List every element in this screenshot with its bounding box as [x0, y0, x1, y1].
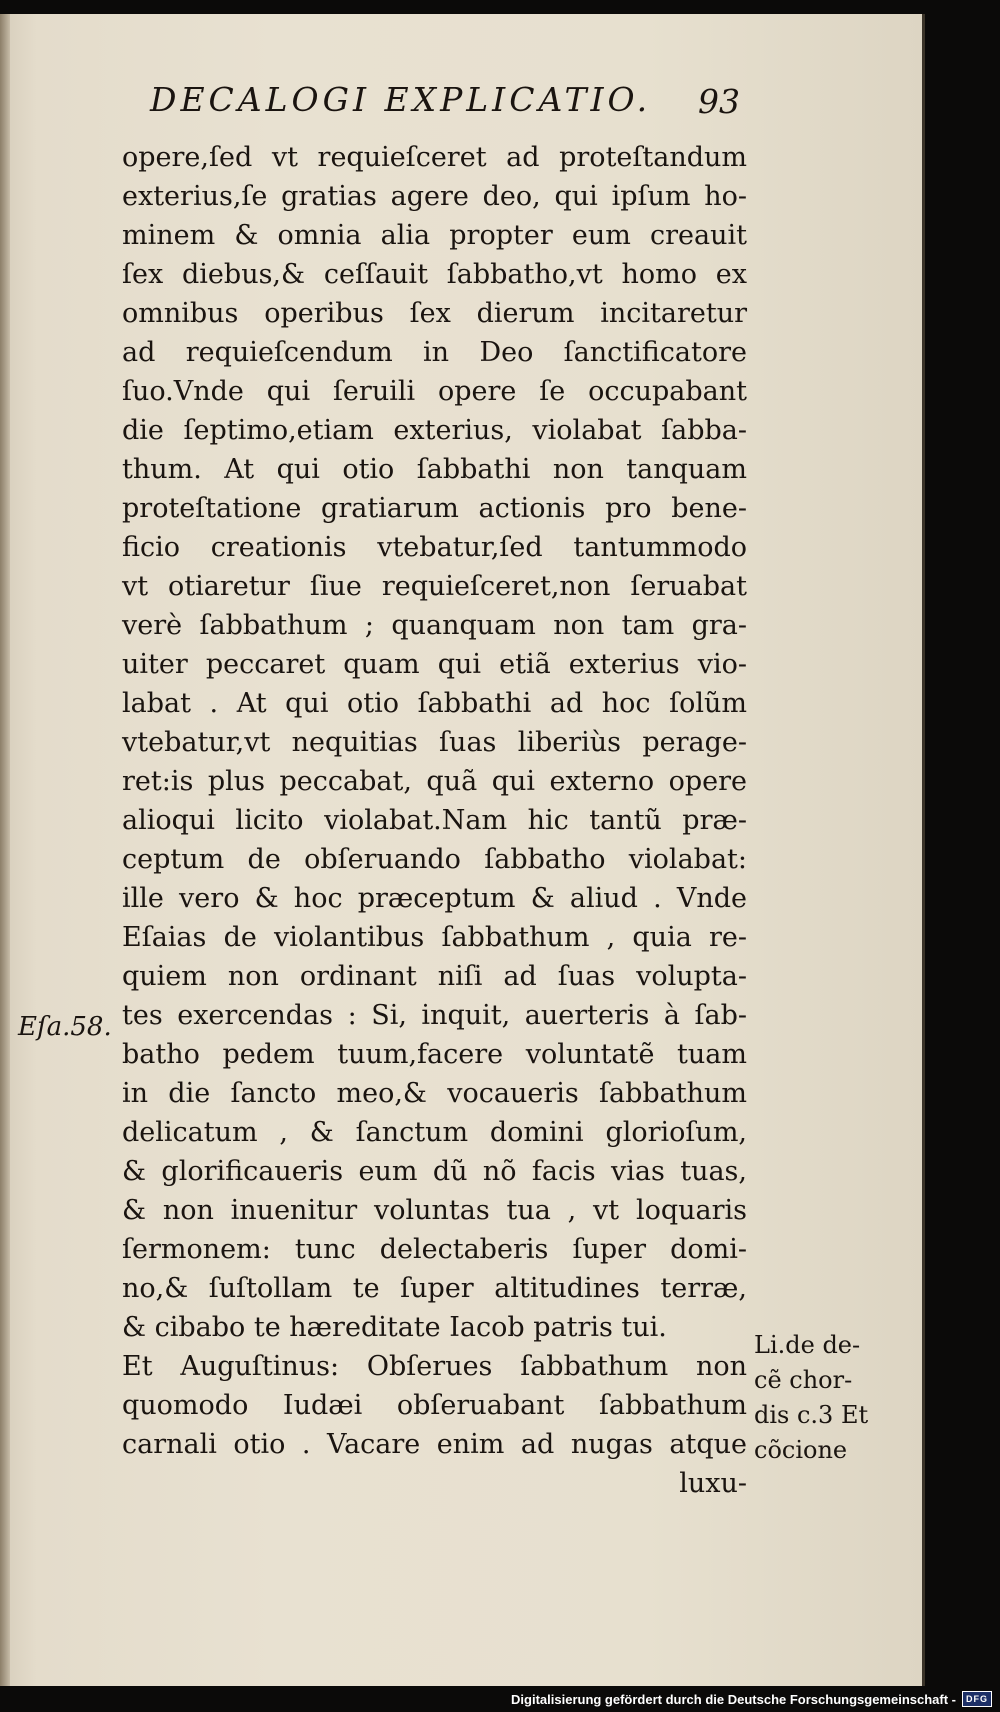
text-line: & cibabo te hæreditate Iacob patris tui. [122, 1312, 667, 1343]
text-line: tes exercendas : Si, inquit, auerteris à ſab- [122, 1000, 747, 1031]
footer-credit-text: Digitalisierung gefördert durch die Deutsche Forschungsgemeinschaft - [511, 1691, 956, 1707]
text-line: ret:is plus peccabat, quã qui externo opere [122, 766, 747, 797]
marginal-line: cõcione [754, 1436, 848, 1464]
text-line: delicatum , & ſanctum domini glorioſum, [122, 1117, 747, 1148]
text-line: ſermonem: tunc delectaberis ſuper domi- [122, 1234, 747, 1265]
text-line: die ſeptimo,etiam exterius, violabat ſabba- [122, 415, 747, 446]
catchword: luxu- [679, 1468, 747, 1499]
text-line: Eſaias de violantibus ſabbathum , quia re- [122, 922, 747, 953]
text-line: ſex diebus,& ceſſauit ſabbatho,vt homo ex [122, 259, 747, 290]
digitization-footer [511, 1688, 992, 1710]
text-line: in die ſancto meo,& vocaueris ſabbathum [122, 1078, 747, 1109]
text-line: labat . At qui otio ſabbathi ad hoc ſolũm [122, 688, 747, 719]
text-line: vt otiaretur ſiue requieſceret,non ſeruabat [122, 571, 747, 602]
text-line: omnibus operibus ſex dierum incitaretur [122, 298, 747, 329]
text-line: opere,ſed vt requieſceret ad proteſtandum [122, 142, 747, 173]
page-spine-edge [0, 14, 10, 1686]
text-line: alioqui licito violabat.Nam hic tantũ præ- [122, 805, 747, 836]
text-line: uiter peccaret quam qui etiã exterius vio- [122, 649, 747, 680]
page-header [150, 80, 750, 130]
marginal-reference-right [754, 1328, 874, 1468]
text-line: vtebatur,vt nequitias ſuas liberiùs perage- [122, 727, 747, 758]
text-line: quiem non ordinant niſi ad ſuas volupta- [122, 961, 747, 992]
running-title: DECALOGI EXPLICATIO. [150, 80, 652, 119]
text-line: thum. At qui otio ſabbathi non tanquam [122, 454, 747, 485]
text-line: exterius,ſe gratias agere deo, qui ipſum ho- [122, 181, 747, 212]
body-text [122, 138, 747, 1503]
text-line: ficio creationis vtebatur,ſed tantummodo [122, 532, 747, 563]
page-number: 93 [698, 82, 740, 121]
text-line: verè ſabbathum ; quanquam non tam gra- [122, 610, 747, 641]
marginal-reference-left: Eſa.58. [18, 1012, 112, 1042]
text-line: ille vero & hoc præceptum & aliud . Vnde [122, 883, 747, 914]
text-line: Et Auguſtinus: Obſerues ſabbathum non [122, 1351, 747, 1382]
text-line: proteſtatione gratiarum actionis pro bene- [122, 493, 747, 524]
marginal-line: Li.de de- [754, 1331, 861, 1359]
marginal-line: cẽ chor- [754, 1366, 853, 1394]
text-line: ad requieſcendum in Deo ſanctificatore [122, 337, 747, 368]
marginal-line: dis c.3 Et [754, 1401, 869, 1429]
text-line: quomodo Iudæi obſeruabant ſabbathum [122, 1390, 747, 1421]
text-line: & non inuenitur voluntas tua , vt loquaris [122, 1195, 747, 1226]
text-line: no,& ſuſtollam te ſuper altitudines terræ, [122, 1273, 747, 1304]
text-line: & glorificaueris eum dũ nõ facis vias tuas, [122, 1156, 747, 1187]
text-line: batho pedem tuum,facere voluntatẽ tuam [122, 1039, 747, 1070]
text-line: minem & omnia alia propter eum creauit [122, 220, 747, 251]
text-line: ceptum de obſeruando ſabbatho violabat: [122, 844, 747, 875]
text-line: ſuo.Vnde qui ſeruili opere ſe occupabant [122, 376, 747, 407]
text-line: carnali otio . Vacare enim ad nugas atque [122, 1429, 747, 1460]
dfg-logo-icon: DFG [962, 1691, 992, 1707]
